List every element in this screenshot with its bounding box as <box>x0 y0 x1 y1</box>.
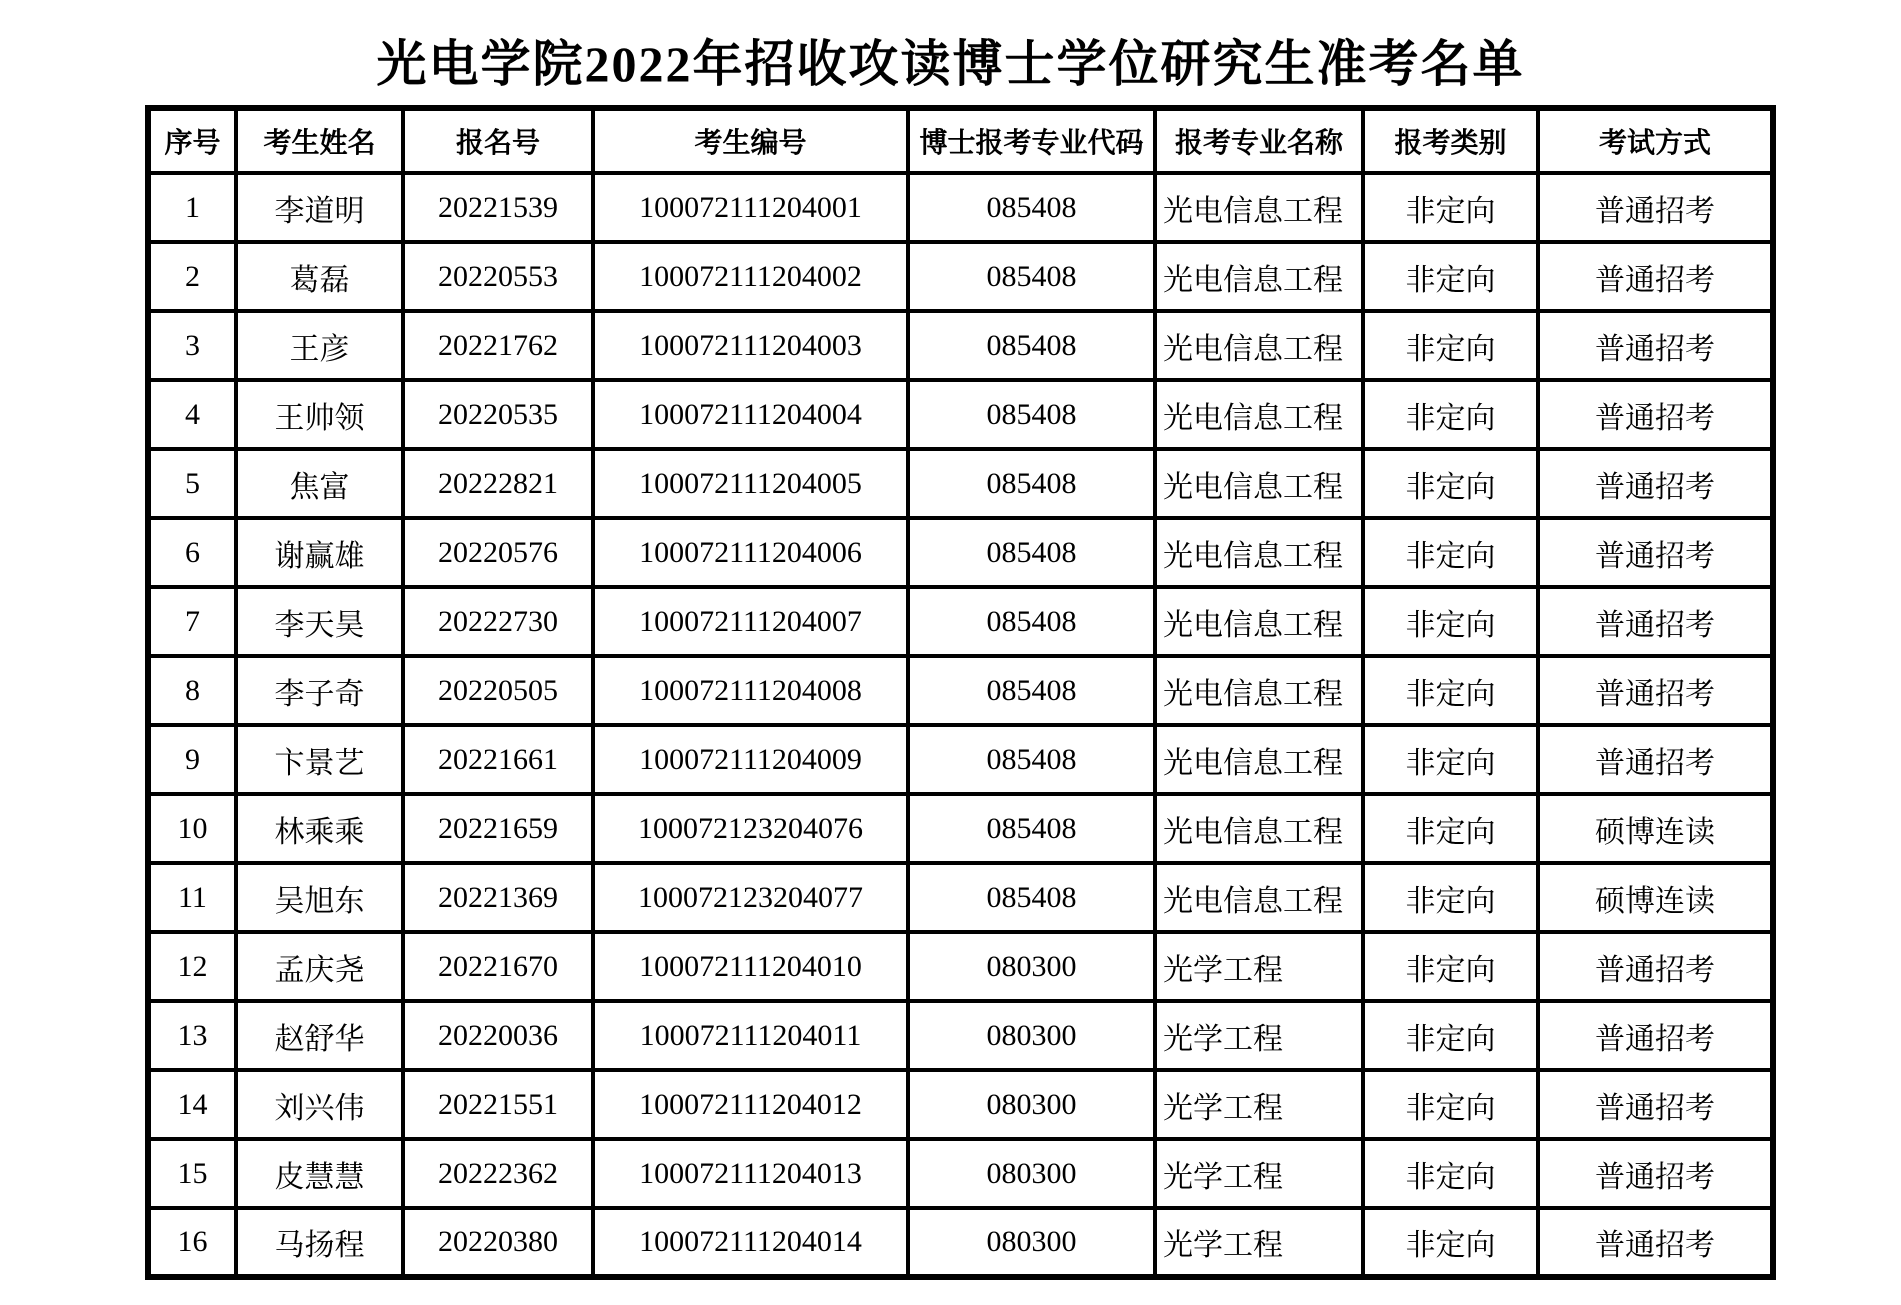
table-cell: 20220553 <box>403 242 593 311</box>
table-cell: 非定向 <box>1363 1070 1538 1139</box>
table-row <box>148 1001 1773 1070</box>
table-cell: 20222362 <box>403 1139 593 1208</box>
table-cell: 20220576 <box>403 518 593 587</box>
table-cell: 普通招考 <box>1538 1070 1773 1139</box>
table-row <box>148 1070 1773 1139</box>
table-cell: 普通招考 <box>1538 173 1773 242</box>
table-cell: 20220380 <box>403 1208 593 1277</box>
table-cell: 光学工程 <box>1155 932 1363 1001</box>
table-cell: 4 <box>148 380 236 449</box>
table-cell: 085408 <box>908 794 1155 863</box>
table-row <box>148 449 1773 518</box>
table-cell: 卞景艺 <box>236 725 403 794</box>
table-cell: 100072123204076 <box>593 794 908 863</box>
table-cell: 20222730 <box>403 587 593 656</box>
table-cell: 085408 <box>908 311 1155 380</box>
table-cell: 085408 <box>908 173 1155 242</box>
table-cell: 王彦 <box>236 311 403 380</box>
table-cell: 普通招考 <box>1538 449 1773 518</box>
table-cell: 光电信息工程 <box>1155 794 1363 863</box>
table-cell: 080300 <box>908 932 1155 1001</box>
table-cell: 光电信息工程 <box>1155 173 1363 242</box>
table-cell: 马扬程 <box>236 1208 403 1277</box>
table-row <box>148 932 1773 1001</box>
table-cell: 100072111204002 <box>593 242 908 311</box>
table-cell: 普通招考 <box>1538 1001 1773 1070</box>
table-cell: 非定向 <box>1363 1208 1538 1277</box>
table-cell: 林乘乘 <box>236 794 403 863</box>
table-cell: 6 <box>148 518 236 587</box>
table-row <box>148 794 1773 863</box>
table-cell: 李道明 <box>236 173 403 242</box>
table-cell: 085408 <box>908 449 1155 518</box>
table-cell: 光电信息工程 <box>1155 656 1363 725</box>
table-cell: 100072111204008 <box>593 656 908 725</box>
table-cell: 20220036 <box>403 1001 593 1070</box>
table-body <box>148 173 1773 1277</box>
table-cell: 非定向 <box>1363 242 1538 311</box>
table-cell: 100072111204011 <box>593 1001 908 1070</box>
table-cell: 光学工程 <box>1155 1070 1363 1139</box>
table-cell: 普通招考 <box>1538 380 1773 449</box>
table-cell: 光学工程 <box>1155 1208 1363 1277</box>
table-cell: 20220505 <box>403 656 593 725</box>
table-cell: 非定向 <box>1363 449 1538 518</box>
table-cell: 光电信息工程 <box>1155 725 1363 794</box>
table-cell: 8 <box>148 656 236 725</box>
table-row <box>148 242 1773 311</box>
table-cell: 100072111204014 <box>593 1208 908 1277</box>
table-cell: 14 <box>148 1070 236 1139</box>
table-cell: 非定向 <box>1363 656 1538 725</box>
table-cell: 16 <box>148 1208 236 1277</box>
table-cell: 普通招考 <box>1538 242 1773 311</box>
table-cell: 李子奇 <box>236 656 403 725</box>
table-cell: 085408 <box>908 863 1155 932</box>
table-cell: 100072111204007 <box>593 587 908 656</box>
table-cell: 085408 <box>908 725 1155 794</box>
table-cell: 100072111204013 <box>593 1139 908 1208</box>
table-cell: 非定向 <box>1363 173 1538 242</box>
table-head <box>148 108 1773 173</box>
table-cell: 非定向 <box>1363 311 1538 380</box>
table-cell: 光电信息工程 <box>1155 518 1363 587</box>
table-cell: 光学工程 <box>1155 1139 1363 1208</box>
table-cell: 20221551 <box>403 1070 593 1139</box>
table-cell: 080300 <box>908 1208 1155 1277</box>
table-cell: 5 <box>148 449 236 518</box>
table-row <box>148 380 1773 449</box>
table-cell: 普通招考 <box>1538 518 1773 587</box>
table-cell: 非定向 <box>1363 518 1538 587</box>
table-cell: 20220535 <box>403 380 593 449</box>
table-cell: 光电信息工程 <box>1155 242 1363 311</box>
table-cell: 100072111204006 <box>593 518 908 587</box>
table-row <box>148 1208 1773 1277</box>
table-cell: 100072111204004 <box>593 380 908 449</box>
table-cell: 普通招考 <box>1538 1208 1773 1277</box>
table-cell: 9 <box>148 725 236 794</box>
table-cell: 普通招考 <box>1538 1139 1773 1208</box>
table-cell: 光电信息工程 <box>1155 863 1363 932</box>
table-cell: 硕博连读 <box>1538 863 1773 932</box>
table-cell: 085408 <box>908 380 1155 449</box>
column-header: 报考专业名称 <box>1155 108 1363 173</box>
table-cell: 100072111204003 <box>593 311 908 380</box>
table-cell: 非定向 <box>1363 725 1538 794</box>
table-cell: 吴旭东 <box>236 863 403 932</box>
table-cell: 非定向 <box>1363 1001 1538 1070</box>
table-cell: 非定向 <box>1363 794 1538 863</box>
table-cell: 10 <box>148 794 236 863</box>
table-cell: 20221762 <box>403 311 593 380</box>
table-cell: 谢赢雄 <box>236 518 403 587</box>
table-cell: 085408 <box>908 242 1155 311</box>
table-cell: 3 <box>148 311 236 380</box>
table-row <box>148 587 1773 656</box>
table-cell: 光电信息工程 <box>1155 380 1363 449</box>
table-cell: 7 <box>148 587 236 656</box>
table-row <box>148 173 1773 242</box>
column-header: 考试方式 <box>1538 108 1773 173</box>
table-cell: 普通招考 <box>1538 587 1773 656</box>
table-cell: 100072111204012 <box>593 1070 908 1139</box>
table-cell: 20221539 <box>403 173 593 242</box>
table-cell: 李天昊 <box>236 587 403 656</box>
table-cell: 100072123204077 <box>593 863 908 932</box>
table-row <box>148 518 1773 587</box>
table-cell: 葛磊 <box>236 242 403 311</box>
table-cell: 光学工程 <box>1155 1001 1363 1070</box>
table-cell: 11 <box>148 863 236 932</box>
table-cell: 普通招考 <box>1538 656 1773 725</box>
table-cell: 皮慧慧 <box>236 1139 403 1208</box>
column-header: 报名号 <box>403 108 593 173</box>
table-cell: 非定向 <box>1363 863 1538 932</box>
table-cell: 100072111204001 <box>593 173 908 242</box>
table-row <box>148 656 1773 725</box>
column-header: 报考类别 <box>1363 108 1538 173</box>
table-cell: 100072111204005 <box>593 449 908 518</box>
table-cell: 光电信息工程 <box>1155 311 1363 380</box>
table-cell: 2 <box>148 242 236 311</box>
table-cell: 王帅领 <box>236 380 403 449</box>
table-row <box>148 1139 1773 1208</box>
table-cell: 20221659 <box>403 794 593 863</box>
table-row <box>148 311 1773 380</box>
column-header: 考生编号 <box>593 108 908 173</box>
table-cell: 光电信息工程 <box>1155 587 1363 656</box>
table-row <box>148 725 1773 794</box>
table-cell: 20221369 <box>403 863 593 932</box>
table-cell: 非定向 <box>1363 1139 1538 1208</box>
table-cell: 孟庆尧 <box>236 932 403 1001</box>
table-header-row <box>148 108 1773 173</box>
table-cell: 普通招考 <box>1538 311 1773 380</box>
table-cell: 080300 <box>908 1070 1155 1139</box>
table-cell: 085408 <box>908 656 1155 725</box>
table-cell: 085408 <box>908 587 1155 656</box>
table-cell: 非定向 <box>1363 587 1538 656</box>
table-cell: 20221661 <box>403 725 593 794</box>
table-row <box>148 863 1773 932</box>
table-cell: 1 <box>148 173 236 242</box>
table-cell: 080300 <box>908 1001 1155 1070</box>
document-title: 光电学院2022年招收攻读博士学位研究生准考名单 <box>376 36 1525 92</box>
table-cell: 080300 <box>908 1139 1155 1208</box>
table-cell: 13 <box>148 1001 236 1070</box>
table-cell: 焦富 <box>236 449 403 518</box>
table-cell: 刘兴伟 <box>236 1070 403 1139</box>
table-cell: 12 <box>148 932 236 1001</box>
table-cell: 非定向 <box>1363 932 1538 1001</box>
table-cell: 15 <box>148 1139 236 1208</box>
table-cell: 非定向 <box>1363 380 1538 449</box>
column-header: 考生姓名 <box>236 108 403 173</box>
table-cell: 085408 <box>908 518 1155 587</box>
table-cell: 赵舒华 <box>236 1001 403 1070</box>
column-header: 序号 <box>148 108 236 173</box>
column-header: 博士报考专业代码 <box>908 108 1155 173</box>
candidates-table <box>145 105 1776 1280</box>
table-cell: 20221670 <box>403 932 593 1001</box>
table-cell: 光电信息工程 <box>1155 449 1363 518</box>
table-cell: 100072111204010 <box>593 932 908 1001</box>
table-cell: 普通招考 <box>1538 725 1773 794</box>
table-cell: 100072111204009 <box>593 725 908 794</box>
table-cell: 普通招考 <box>1538 932 1773 1001</box>
table-cell: 硕博连读 <box>1538 794 1773 863</box>
table-cell: 20222821 <box>403 449 593 518</box>
